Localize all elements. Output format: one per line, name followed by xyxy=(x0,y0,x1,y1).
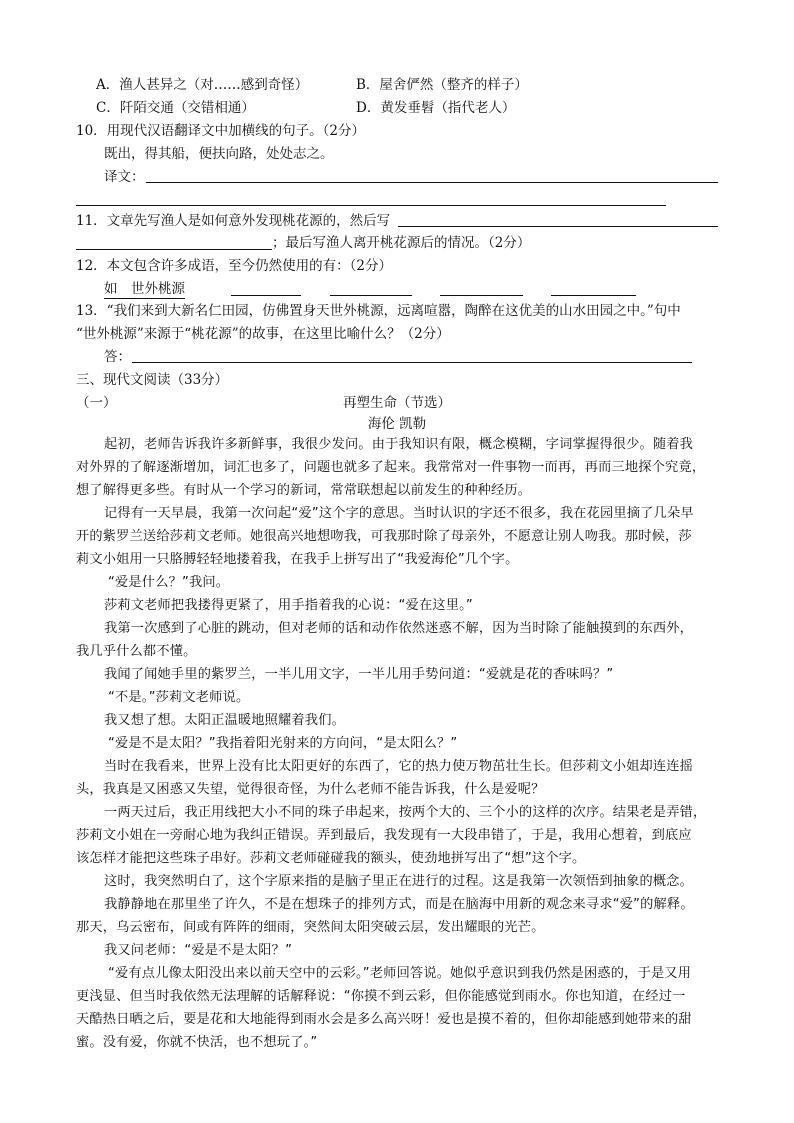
passage-line: 莎莉文老师把我搂得更紧了，用手指着我的心说：“爱在这里。” xyxy=(104,598,473,613)
passage-line: 这时，我突然明白了，这个字原来指的是脑子里正在进行的过程。这是我第一次领悟到抽象的概念。 xyxy=(104,874,694,889)
q10-answer-line-2[interactable] xyxy=(76,205,666,206)
q10-answer-label: 译文： xyxy=(104,169,145,185)
passage-line: 当时在我看来，世界上没有比太阳更好的东西了，它的热力使万物茁壮生长。但莎莉文小姐却连连摇 xyxy=(104,759,694,774)
passage-line: 想了解得更多些。有时从一个学习的新词，常常联想起以前发生的种种经历。 xyxy=(76,483,532,498)
passage-line: 天酷热日晒之后，要是花和大地能得到雨水会是多么高兴呀！爱也是摸不着的，但你却能感到她带来的甜 xyxy=(76,1012,692,1027)
passage-line: 莎莉文小姐在一旁耐心地为我纠正错误。弄到最后，我发现有一大段串错了，于是，我用心想着，到底应 xyxy=(76,828,692,843)
passage-line: 莉文小姐用一只胳膊轻轻地搂着我，在我手上拼写出了“我爱海伦”几个字。 xyxy=(76,552,519,567)
q12-blank-2[interactable] xyxy=(330,295,412,296)
passage-line: 那天，乌云密布，间或有阵阵的细雨，突然间太阳突破云层，发出耀眼的光芒。 xyxy=(76,920,545,935)
q13-answer-line[interactable] xyxy=(132,362,692,363)
q12-example-text: 如 世外桃源 xyxy=(104,281,185,297)
q12-blank-4[interactable] xyxy=(551,295,636,296)
passage-line: 起初，老师告诉我许多新鲜事，我很少发问。由于我知识有限，概念模糊，字词掌握得很少。随着我 xyxy=(104,437,694,452)
passage-line: 记得有一天早晨，我第一次问起“爱”这个字的意思。当时认识的字还不很多，我在花园里摘了几朵早 xyxy=(104,506,694,521)
option-a: A．渔人甚异之（对……感到奇怪） xyxy=(96,77,309,93)
q12-example xyxy=(104,280,185,298)
q11-answer-blank-2[interactable] xyxy=(76,249,272,250)
passage-line: 我又想了想。太阳正温暖地照耀着我们。 xyxy=(104,713,345,728)
passage-line: “爱有点儿像太阳没出来以前天空中的云彩。”老师回答说。她似乎意识到我仍然是困惑的，于是又用 xyxy=(108,966,692,981)
part-label: （一） xyxy=(76,395,117,411)
question-13-cont: “世外桃源”来源于“桃花源”的故事，在这里比喻什么？（2分） xyxy=(76,326,450,342)
passage-line: 我闻了闻她手里的紫罗兰，一半儿用文字，一半儿用手势问道：“爱就是花的香味吗？” xyxy=(104,667,614,682)
passage-line: 对外界的了解逐渐增加，词汇也多了，问题也就多了起来。我常常对一件事物一而再，再而三地探个究竟， xyxy=(76,460,706,475)
passage-line: 该怎样才能把这些珠子串好。莎莉文老师碰碰我的额头，使劲地拼写出了“想”这个字。 xyxy=(76,851,586,866)
passage-line: 我静静地在那里坐了许久，不是在想珠子的排列方式，而是在脑海中用新的观念来寻求“爱”的解释。 xyxy=(104,897,694,912)
q13-answer-label: 答： xyxy=(104,349,131,365)
passage-line: 我第一次感到了心脏的跳动，但对老师的话和动作依然迷惑不解，因为当时除了能触摸到的东西外， xyxy=(104,621,694,636)
passage-line: 蜜。没有爱，你就不快活，也不想玩了。” xyxy=(76,1035,318,1050)
question-13: 13．“我们来到大新名仁田园，仿佛置身天世外桃源，远离喧嚣，陶醉在这优美的山水田园之中。”句中 xyxy=(76,303,681,319)
passage-line: 我几乎什么都不懂。 xyxy=(76,644,197,659)
passage-line: 我又问老师：“爱是不是太阳？” xyxy=(104,943,293,958)
section-heading: 三、现代文阅读（33分） xyxy=(76,372,229,388)
question-10: 10．用现代汉语翻译文中加横线的句子。（2分） xyxy=(76,123,366,139)
q12-blank-1[interactable] xyxy=(231,295,301,296)
option-b: B．屋舍俨然（整齐的样子） xyxy=(356,77,528,93)
question-11: 11．文章先写渔人是如何意外发现桃花源的，然后写 xyxy=(76,213,391,229)
passage-line: 一两天过后，我正用线把大小不同的珠子串起来，按两个大的、三个小的这样的次序。结果老是弄错， xyxy=(104,805,707,820)
passage-line: “爱是什么？”我问。 xyxy=(108,575,230,590)
question-12: 12．本文包含许多成语，至今仍然使用的有：（2分） xyxy=(76,258,393,274)
passage-title: 再塑生命（节选） xyxy=(343,395,451,411)
passage-line: “爱是不是太阳？”我指着阳光射来的方向问，“是太阳么？” xyxy=(108,736,458,751)
question-11-cont: ；最后写渔人离开桃花源后的情况。（2分） xyxy=(272,235,531,251)
q10-sentence: 既出，得其船，便扶向路，处处志之。 xyxy=(104,146,334,162)
q11-answer-blank-1[interactable] xyxy=(398,226,718,227)
passage-line: 头，我真是又困惑又失望，觉得很奇怪，为什么老师不能告诉我，什么是爱呢？ xyxy=(76,782,545,797)
q12-blank-3[interactable] xyxy=(440,295,523,296)
option-c: C．阡陌交通（交错相通） xyxy=(96,100,255,116)
passage-line: 开的紫罗兰送给莎莉文老师。她很高兴地想吻我，可我那时除了母亲外，不愿意让别人吻我。那时候，莎 xyxy=(76,529,692,544)
passage-author: 海伦 凯勒 xyxy=(367,416,427,432)
passage-line: “不是。”莎莉文老师说。 xyxy=(108,690,250,705)
q10-answer-line-1[interactable] xyxy=(146,182,718,183)
option-d: D．黄发垂髫（指代老人） xyxy=(356,100,516,116)
passage-line: 更浅显、但当时我依然无法理解的话解释说：“你摸不到云彩，但你能感觉到雨水。你也知道，在经过一 xyxy=(76,989,686,1004)
